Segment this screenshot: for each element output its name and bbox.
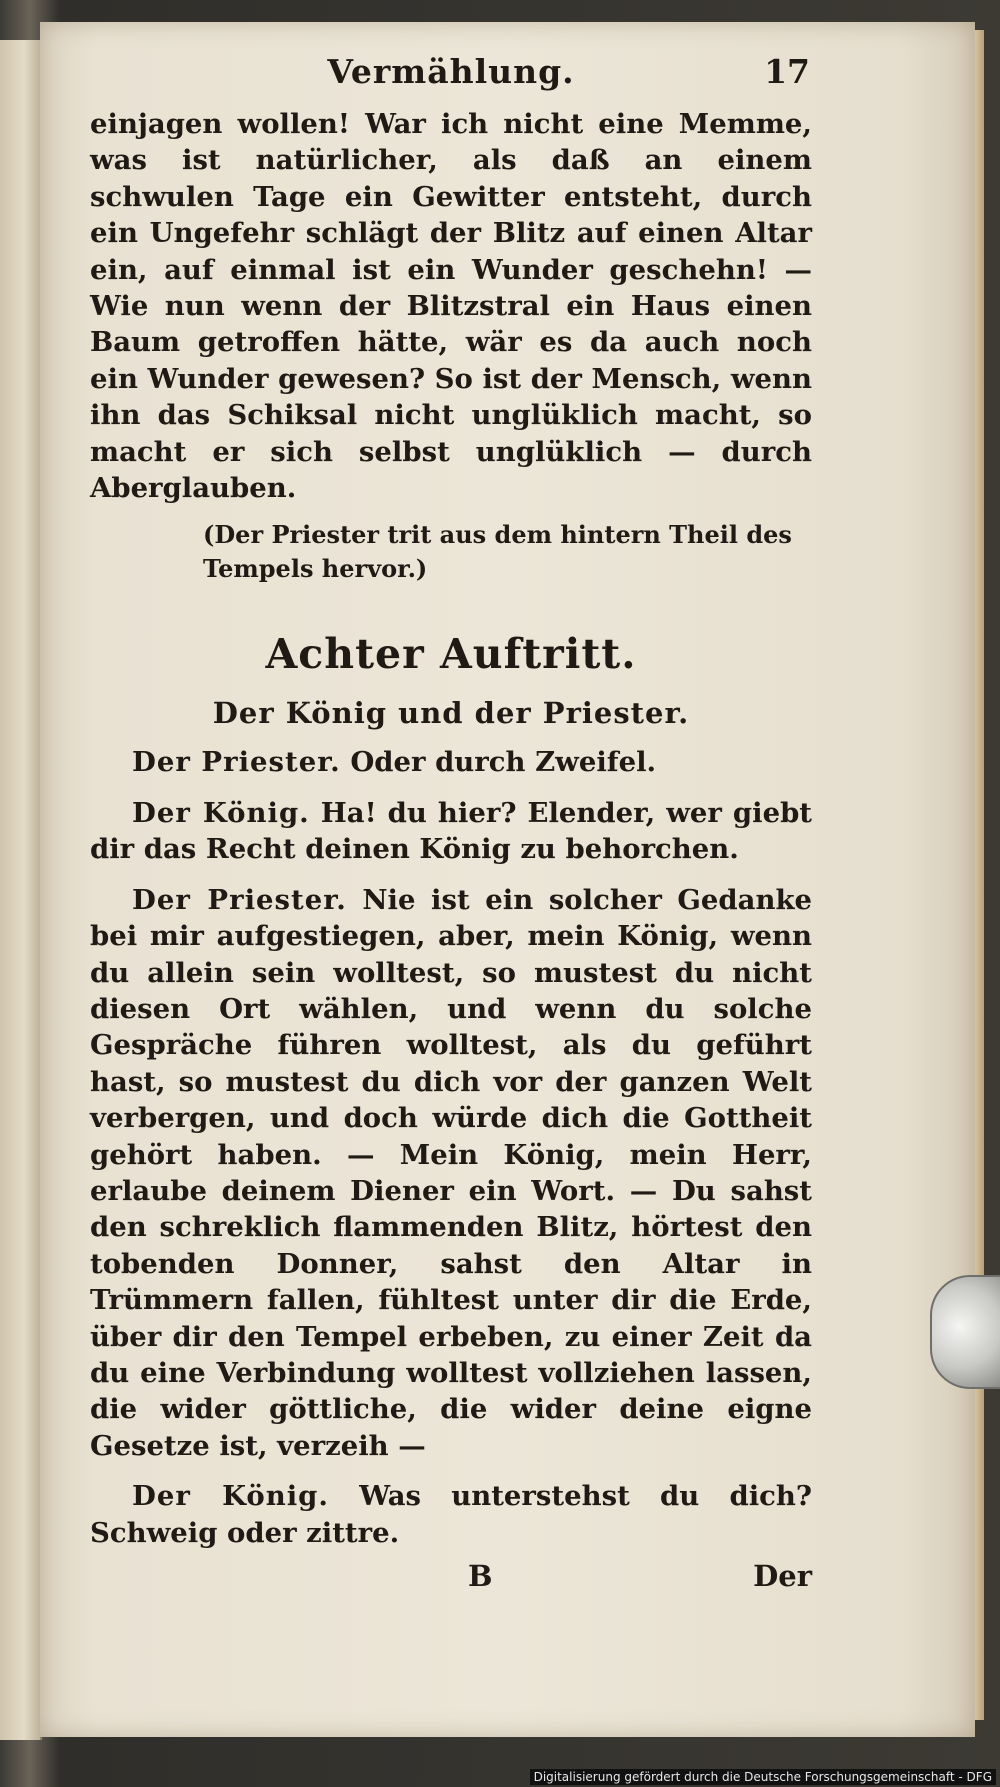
dialogue-line [90,795,812,868]
speech-text: Oder durch Zweifel. [350,746,657,779]
stage-direction: (Der Priester trit aus dem hintern Theil des Tempels hervor.) [203,520,792,584]
speech-text: Was unterstehst du dich? Schweig oder zittre. [90,1480,812,1549]
page-clip-icon [930,1275,1000,1389]
speech-text: Ha! du hier? Elender, wer giebt dir das Recht deinen König zu behorchen. [90,796,812,866]
catchword: Der [753,1559,812,1593]
speech-text: Nie ist ein solcher Gedanke bei mir aufgestiegen, aber, mein König, wenn du allein sein wolltest, so mustest du nicht diesen Ort wählen, und wenn du solche Gespräche führen wolltest, als du geführt hast, so mustest du dich vor der ganzen Welt verbergen, und doch würde dich die Gottheit gehört haben. — Mein König, mein Herr, erlaube deinem Diener ein Wort. — Du sahst den schreklich flammenden Blitz, hörtest den tobenden Donner, sahst den Altar in Trümmern fallen, fühltest unter dir die Erde, über dir den Tempel erbeben, zu einer Zeit da du eine Verbindung wolltest vollziehen lassen, die wider göttliche, die wider deine eigne Gesetze ist, verzeih — [90,883,812,1462]
speaker-name: Der Priester. [132,883,347,916]
page-footer [90,1559,812,1603]
scan-credit: Digitalisierung gefördert durch die Deutsche Forschungsgemeinschaft - DFG [530,1769,996,1785]
speaker-name: Der Priester. [132,746,341,779]
facing-page-edge [0,40,42,1740]
dialogue-line [90,1478,812,1551]
scene-title: Achter Auftritt. [265,630,637,679]
speaker-name: Der König. [132,796,310,829]
dialogue-line [90,882,812,1465]
running-title: Vermählung. [327,52,575,91]
speaker-name: Der König. [132,1480,329,1513]
dialogue-line [90,744,812,780]
scene-persons: Der König und der Priester. [212,696,690,731]
page-text [90,48,812,1603]
signature-mark: B [468,1559,493,1593]
opening-paragraph: einjagen wollen! War ich nicht eine Memme, was ist natürlicher, als daß an einem schwulen Tage ein Gewitter entsteht, durch ein Ungefehr schlägt der Blitz auf einen Altar ein, auf einmal ist ein Wunder geschehn! — Wie nun wenn der Blitzstral ein Haus einen Baum getroffen hätte, wär es da auch noch ein Wunder gewesen? So ist der Mensch, wenn ihn das Schiksal nicht unglüklich macht, so macht er sich selbst unglüklich — durch Aberglauben. [90,108,812,505]
page-header [90,48,812,106]
page-number: 17 [764,52,810,91]
